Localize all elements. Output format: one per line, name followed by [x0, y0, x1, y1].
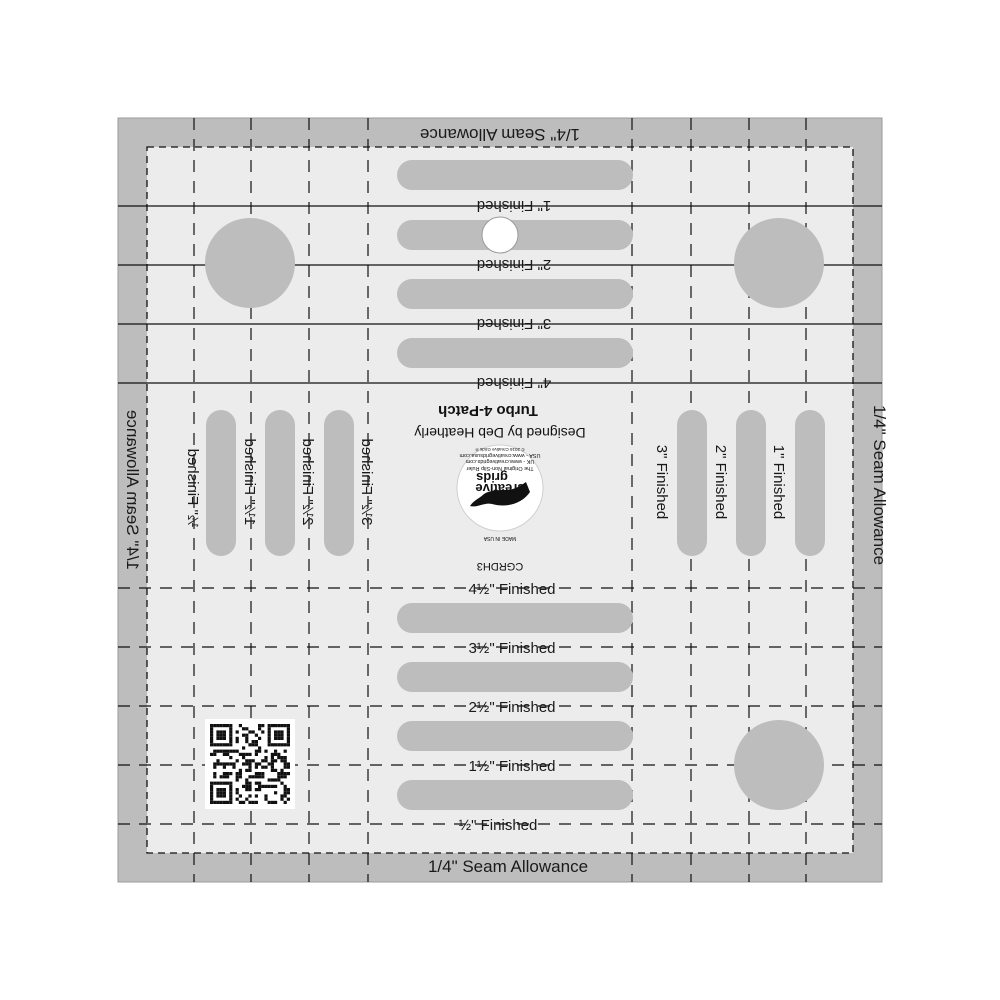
seam-allowance-bottom-label: 1/4" Seam Allowance	[427, 857, 589, 876]
brand-url-uk: UK - www.creativegrids.com	[465, 458, 535, 464]
mark-label: 2" Finished	[712, 444, 729, 520]
mark-label: 1" Finished	[476, 197, 552, 214]
brand-copyright: © 2016 Creative Grids ®	[475, 447, 525, 452]
mark-label: 2½" Finished	[299, 438, 316, 526]
mark-label: 2½" Finished	[468, 699, 556, 716]
brand-tagline: The Original Non-Slip Ruler	[466, 465, 534, 471]
mark-label: ½" Finished	[458, 817, 538, 834]
seam-allowance-right-label: 1/4" Seam Allowance	[870, 404, 889, 566]
product-title: Turbo 4-Patch	[438, 402, 538, 419]
brand-name-2: grids	[476, 470, 508, 485]
mark-label: 3½" Finished	[358, 438, 375, 526]
mark-label: 2" Finished	[476, 256, 552, 273]
brand-name: creative	[475, 481, 525, 496]
mark-label: 3½" Finished	[468, 640, 556, 657]
brand-logo	[457, 445, 543, 531]
mark-label: 1½" Finished	[468, 758, 556, 775]
mark-label: 1½" Finished	[241, 438, 258, 526]
product-code: CGRDH3	[476, 560, 524, 572]
center-hole	[482, 217, 518, 253]
mark-label: 3" Finished	[476, 315, 552, 332]
mark-label: 1" Finished	[770, 444, 787, 520]
mark-label: 4½" Finished	[468, 581, 556, 598]
mark-label: ½" Finished	[184, 448, 201, 528]
brand-url-usa: USA - www.creativegridsusa.com	[459, 452, 541, 458]
made-in-label: MADE IN USA	[483, 535, 517, 541]
seam-allowance-left-label: 1/4" Seam Allowance	[123, 409, 142, 571]
designer-credit: Designed by Deb Heatherly	[414, 425, 586, 441]
qr-code	[205, 719, 295, 809]
mark-label: 3" Finished	[653, 444, 670, 520]
mark-label: 4" Finished	[476, 374, 552, 391]
seam-allowance-top-label: 1/4" Seam Allowance	[419, 125, 581, 144]
